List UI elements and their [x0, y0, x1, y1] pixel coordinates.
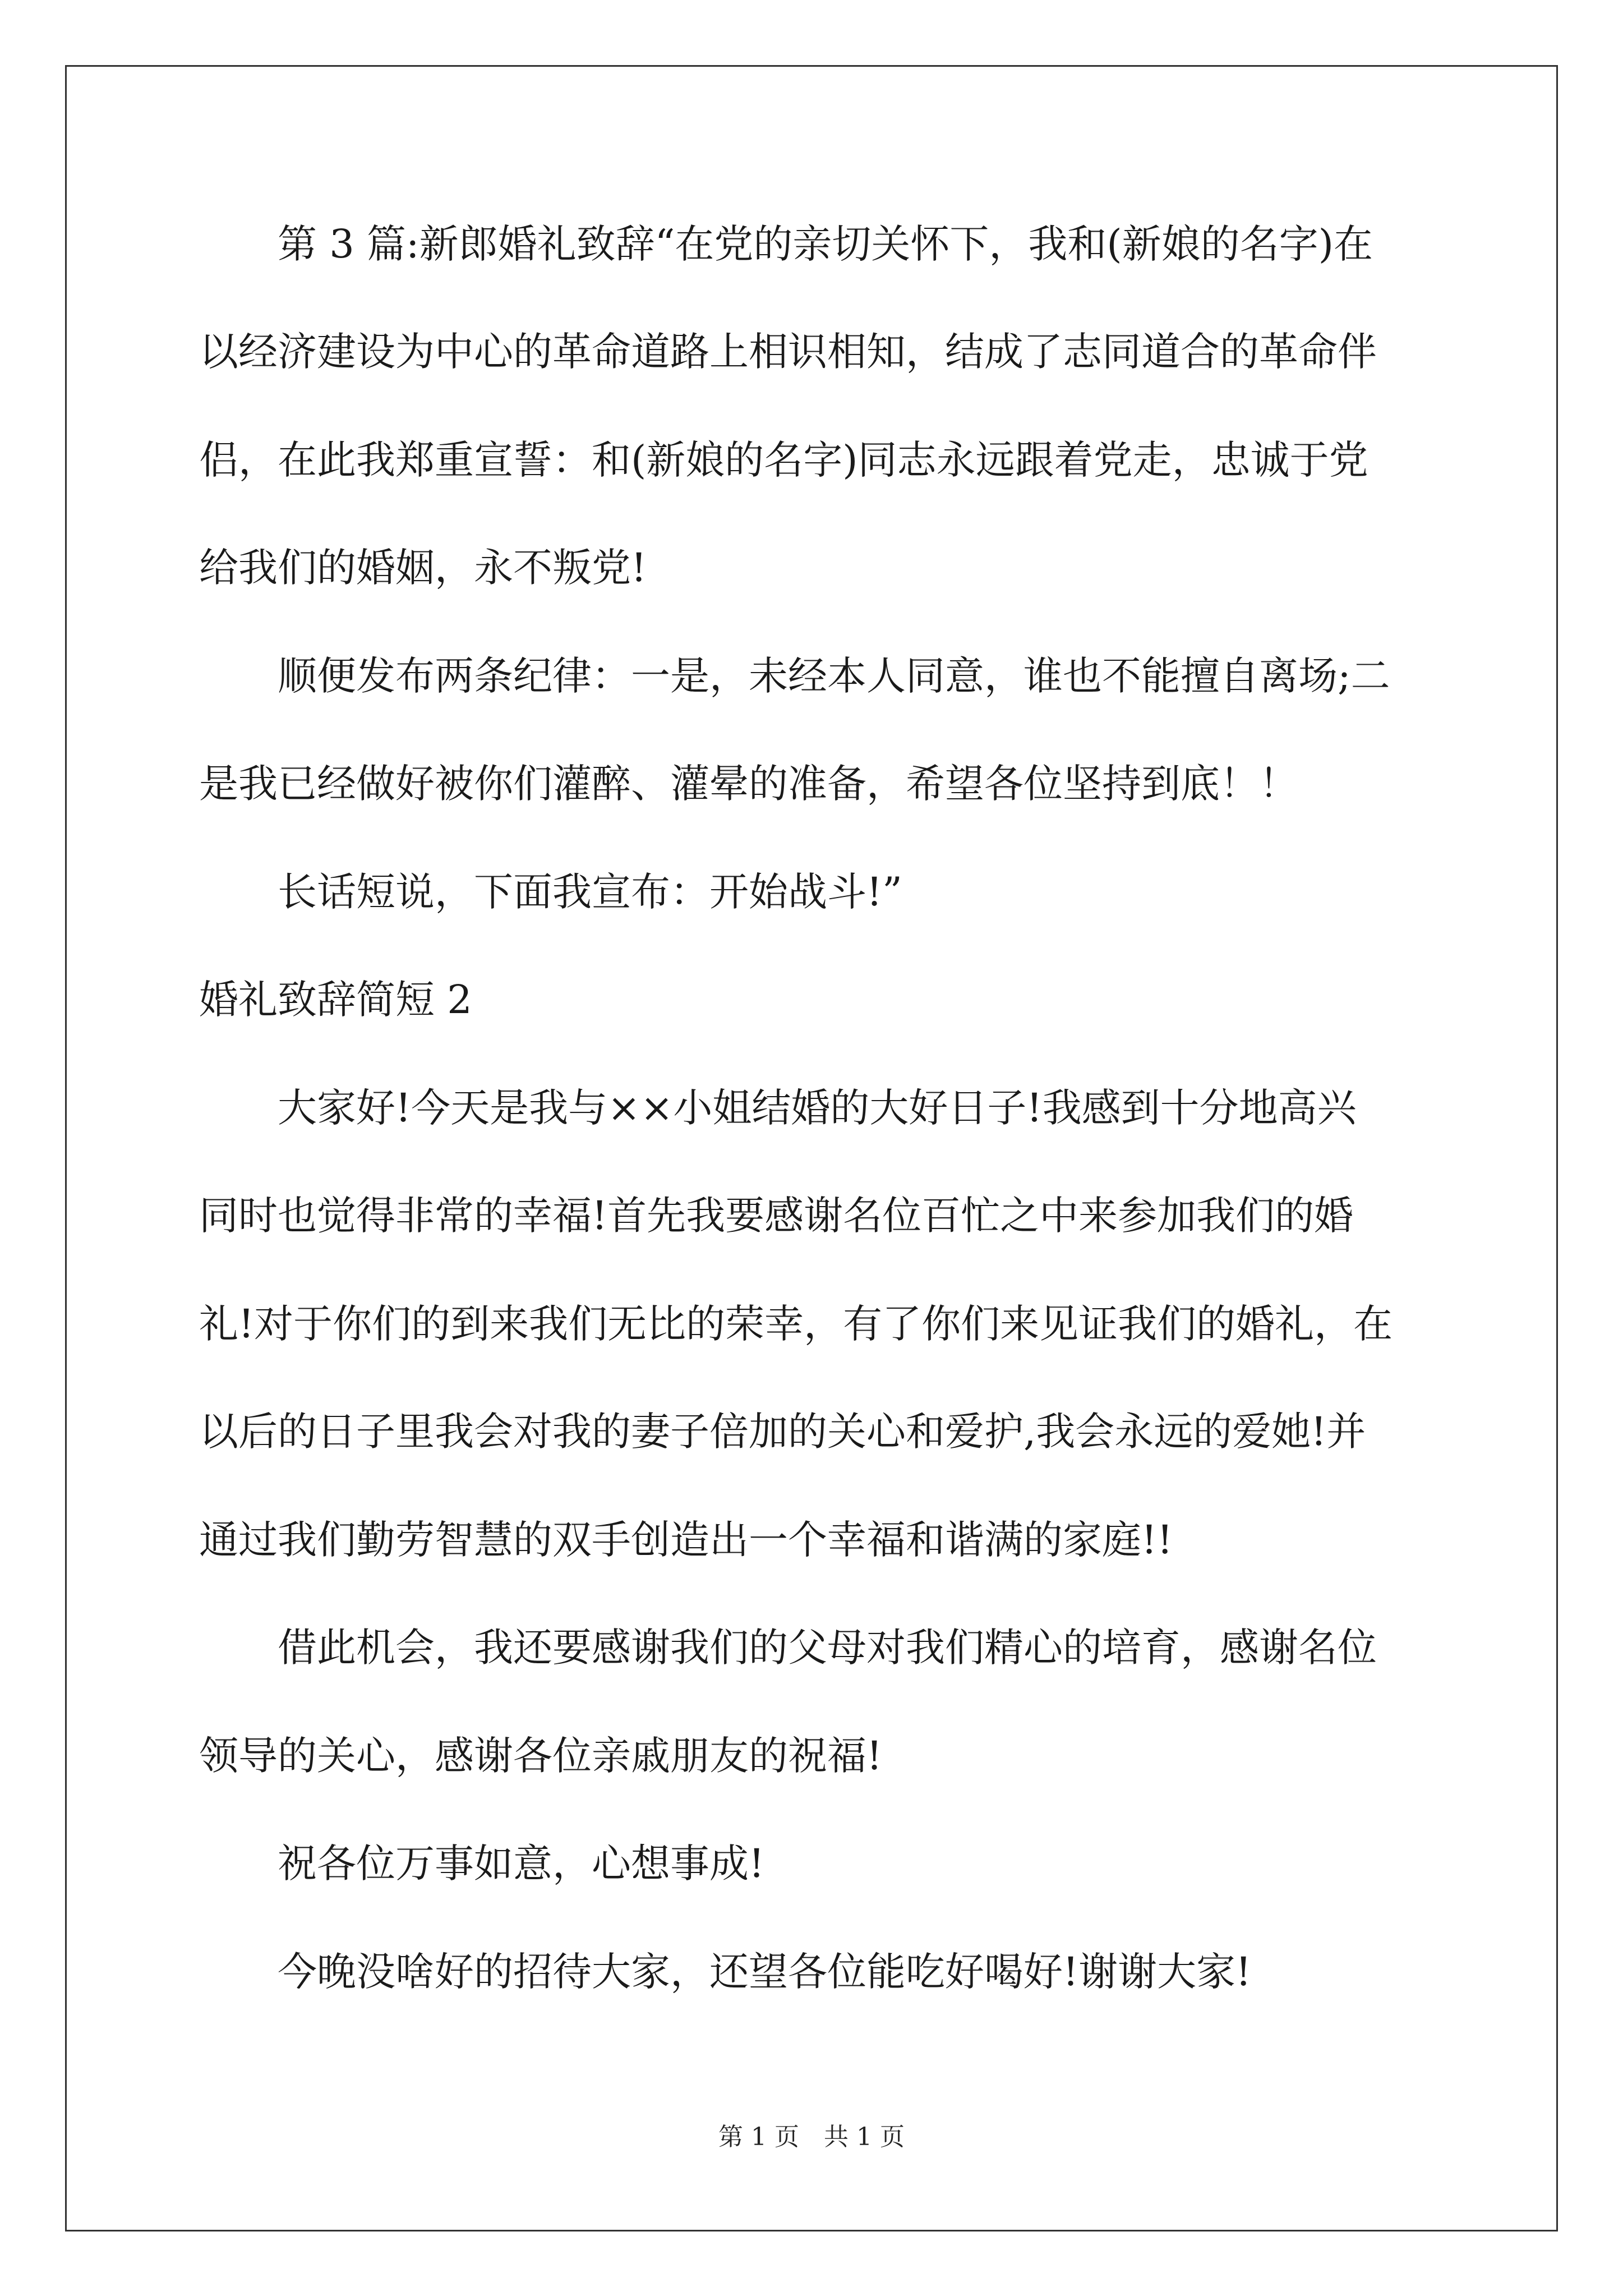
- paragraph-line: 以后的日子里我会对我的妻子倍加的关心和爱护,我会永远的爱她!并: [199, 1409, 1366, 1455]
- paragraph-line: 顺便发布两条纪律：一是，未经本人同意，谁也不能擅自离场;二: [278, 653, 1390, 699]
- paragraph-line: 侣，在此我郑重宣誓：和(新娘的名字)同志永远跟着党走，忠诚于党: [199, 437, 1368, 483]
- paragraph-line: 祝各位万事如意，心想事成!: [278, 1841, 765, 1887]
- page-number-footer: 第 1 页 共 1 页: [718, 2123, 905, 2151]
- section-heading: 婚礼致辞简短 2: [199, 977, 472, 1023]
- paragraph-line: 同时也觉得非常的幸福!首先我要感谢名位百忙之中来参加我们的婚: [199, 1193, 1354, 1239]
- paragraph-line: 借此机会，我还要感谢我们的父母对我们精心的培育，感谢名位: [278, 1625, 1377, 1671]
- page-border: [65, 65, 1558, 2231]
- paragraph-line: 第 3 篇:新郎婚礼致辞“在党的亲切关怀下，我和(新娘的名字)在: [278, 221, 1373, 267]
- paragraph-line: 礼!对于你们的到来我们无比的荣幸，有了你们来见证我们的婚礼，在: [199, 1301, 1393, 1347]
- paragraph-line: 长话短说，下面我宣布：开始战斗!”: [278, 869, 902, 915]
- paragraph-line: 领导的关心，感谢各位亲戚朋友的祝福!: [199, 1733, 883, 1779]
- paragraph-line: 大家好!今天是我与××小姐结婚的大好日子!我感到十分地高兴: [278, 1085, 1357, 1131]
- paragraph-line: 通过我们勤劳智慧的双手创造出一个幸福和谐满的家庭!!: [199, 1517, 1173, 1563]
- paragraph-line: 是我已经做好被你们灌醉、灌晕的准备，希望各位坚持到底！！: [199, 761, 1298, 807]
- paragraph-line: 给我们的婚姻，永不叛党!: [199, 545, 647, 591]
- paragraph-line: 今晚没啥好的招待大家，还望各位能吃好喝好!谢谢大家!: [278, 1949, 1252, 1995]
- paragraph-line: 以经济建设为中心的革命道路上相识相知，结成了志同道合的革命伴: [199, 329, 1377, 375]
